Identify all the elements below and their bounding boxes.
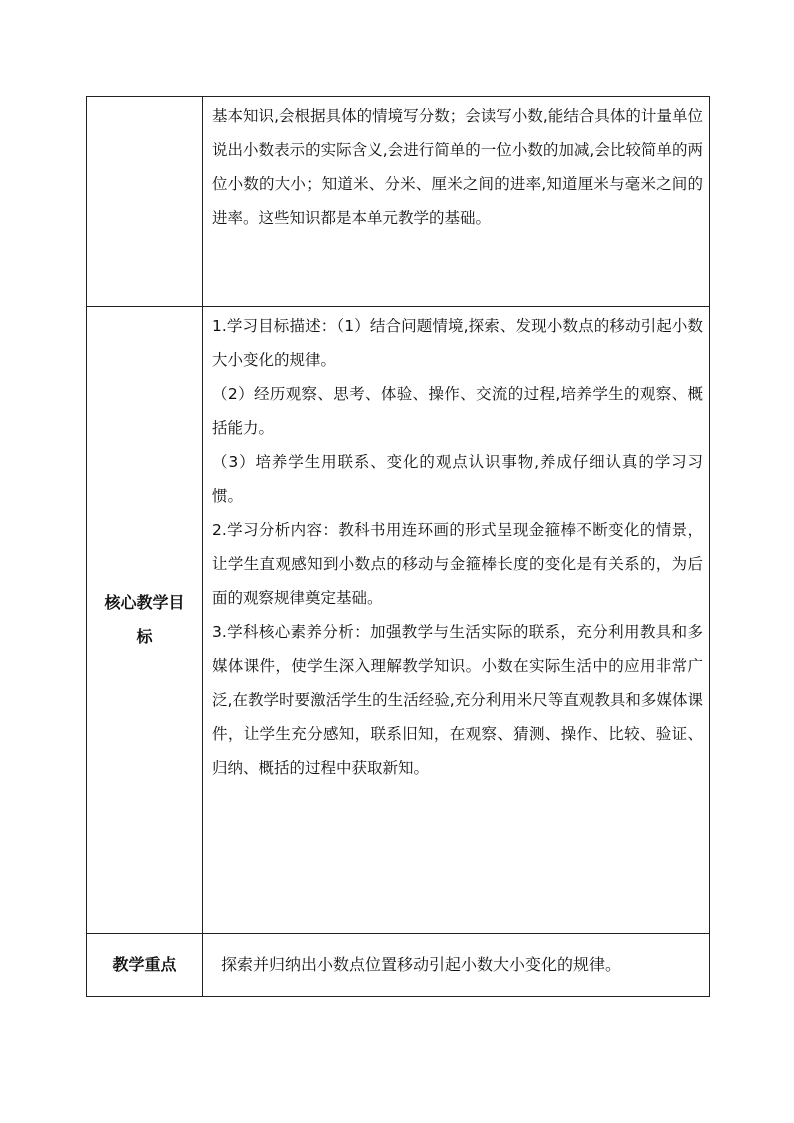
table-row-core-goals: [87, 307, 710, 934]
key-point-paragraph: 探索并归纳出小数点位置移动引起小数大小变化的规律。: [221, 955, 622, 974]
goal-paragraph-1: 1.学习目标描述：（1）结合问题情境,探索、发现小数点的移动引起小数大小变化的规律。: [212, 317, 703, 369]
row-label-core-goals: [87, 307, 203, 934]
row-label-empty: [87, 97, 203, 307]
goal-paragraph-3: （3）培养学生用联系、变化的观点认识事物,养成仔细认真的学习习惯。: [212, 453, 703, 505]
row-content-core-goals: [203, 307, 710, 934]
background-paragraph: 基本知识,会根据具体的情境写分数；会读写小数,能结合具体的计量单位说出小数表示的实际含义,会进行简单的一位小数的加减,会比较简单的两位小数的大小；知道米、分米、厘米之间的进率,知道厘米与毫米之间的进率。这些知识都是本单元教学的基础。: [212, 107, 703, 227]
goal-paragraph-5: 3.学科核心素养分析：加强教学与生活实际的联系，充分利用教具和多媒体课件，使学生深入理解教学知识。小数在实际生活中的应用非常广泛,在教学时要激活学生的生活经验,充分利用米尺等直观教具和多媒体课件，让学生充分感知，联系旧知，在观察、猜测、操作、比较、验证、归纳、概括的过程中获取新知。: [212, 623, 703, 777]
row-content-background: [203, 97, 710, 307]
table-row-background: [87, 97, 710, 307]
goal-paragraph-4: 2.学习分析内容：教科书用连环画的形式呈现金箍棒不断变化的情景，让学生直观感知到小数点的移动与金箍棒长度的变化是有关系的，为后面的观察规律奠定基础。: [212, 521, 703, 607]
table-row-key-points: [87, 934, 710, 997]
goal-paragraph-2: （2）经历观察、思考、体验、操作、交流的过程,培养学生的观察、概括能力。: [212, 385, 703, 437]
row-label-key-points: [87, 934, 203, 997]
row-content-key-points: [203, 934, 710, 997]
lesson-plan-table: [86, 96, 710, 997]
row-label: 核心教学目标: [104, 593, 185, 646]
row-label: 教学重点: [112, 955, 177, 974]
